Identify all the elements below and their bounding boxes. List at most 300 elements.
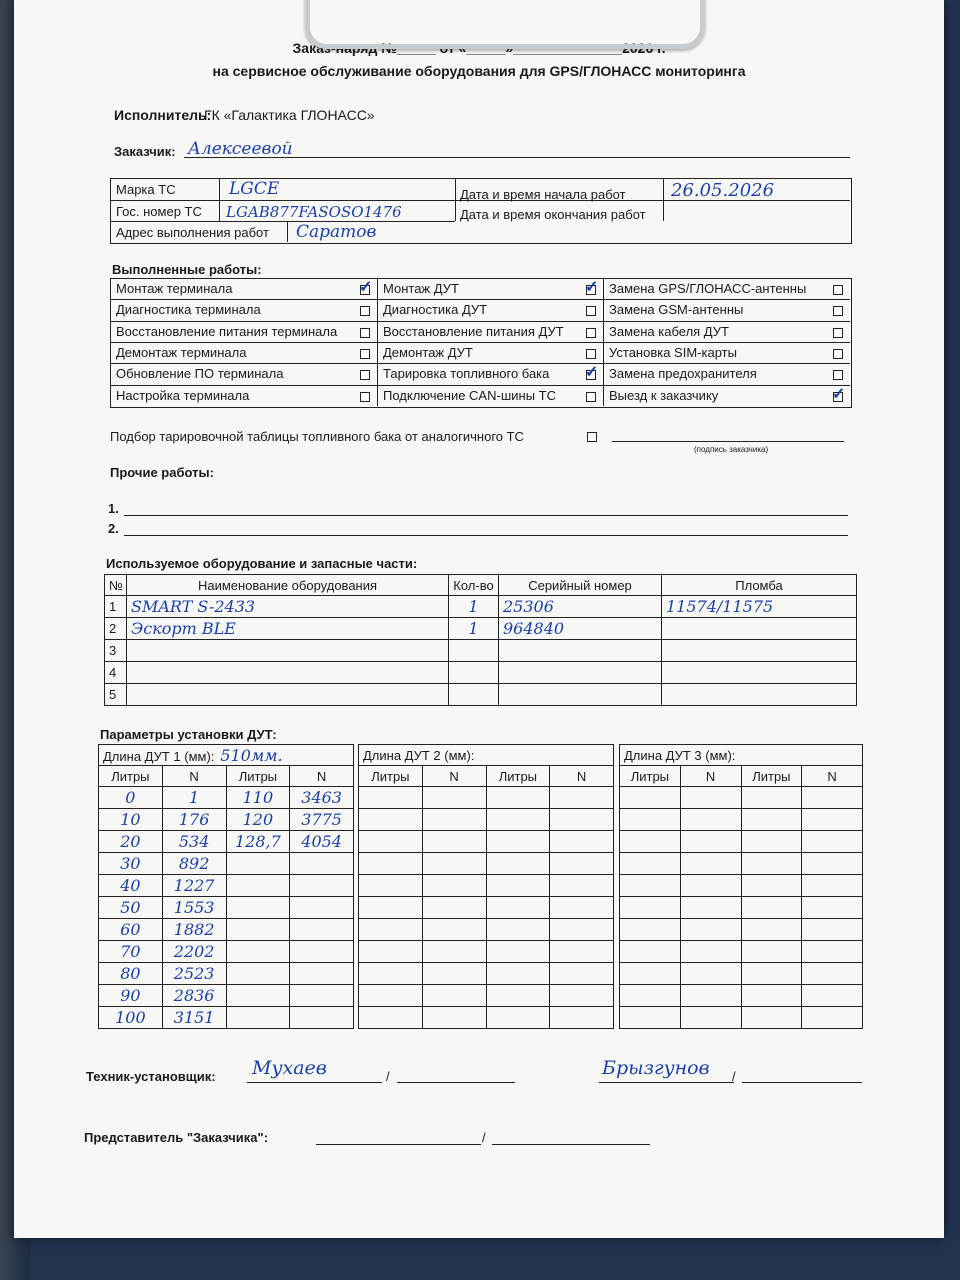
work-item-label: Замена предохранителя [609, 366, 757, 382]
equipment-header-cell: Пломба [662, 575, 857, 596]
work-item-checkbox[interactable] [360, 328, 370, 338]
equipment-cell [127, 662, 449, 684]
dut-row [620, 831, 863, 853]
dut-cell [620, 919, 681, 941]
dut-cell [741, 875, 802, 897]
dut-cell [226, 963, 290, 985]
executor-value: ГК «Галактика ГЛОНАСС» [204, 107, 375, 123]
form-title: Заказ-наряд №_____ от «_____»______________2026 г. [292, 40, 666, 56]
dut-cell: 80 [99, 963, 163, 985]
dut-cell [680, 963, 741, 985]
dut2-table [358, 744, 614, 1029]
dut-cell [802, 919, 863, 941]
form-subtitle: на сервисное обслуживание оборудования для GPS/ГЛОНАСС мониторинга [212, 63, 746, 79]
equipment-cell [449, 662, 499, 684]
other-work-line [124, 515, 848, 516]
equipment-cell [127, 684, 449, 706]
technician-signature: Мухаев [252, 1057, 327, 1079]
dut-cell [226, 919, 290, 941]
dut-row [99, 809, 354, 831]
equipment-cell: 25306 [499, 596, 662, 618]
dut-cell [620, 853, 681, 875]
dut-cell [680, 919, 741, 941]
dut-cell [620, 897, 681, 919]
dut-cell: 1 [162, 787, 226, 809]
dut2-label: Длина ДУТ 2 (мм): [363, 747, 475, 763]
dut-row [359, 787, 614, 809]
technician-name-line [397, 1082, 515, 1083]
dut-cell [226, 875, 290, 897]
work-item-label: Диагностика терминала [116, 302, 261, 318]
equipment-cell [662, 640, 857, 662]
dut-cell: 3463 [290, 787, 354, 809]
dut-cell [359, 853, 423, 875]
equipment-header-cell: Серийный номер [499, 575, 662, 596]
dut-cell [680, 941, 741, 963]
dut-cell: 1882 [162, 919, 226, 941]
dut-cell [422, 963, 486, 985]
dut-cell [620, 941, 681, 963]
dut-cell: 40 [99, 875, 163, 897]
dut-cell [422, 831, 486, 853]
dut-cell [741, 963, 802, 985]
works-row-divider [110, 299, 850, 300]
dut-row [359, 853, 614, 875]
technician-extra-line [599, 1082, 734, 1083]
dut-cell [620, 963, 681, 985]
dut-col-header: Литры [99, 766, 163, 787]
vehicle-col-divider [219, 178, 220, 221]
dut-cell [620, 831, 681, 853]
dut-cell [359, 875, 423, 897]
work-item-checkbox[interactable] [360, 306, 370, 316]
dut-row [620, 787, 863, 809]
dut-cell: 100 [99, 1007, 163, 1029]
dut-cell [802, 831, 863, 853]
dut-row [620, 809, 863, 831]
dut-row [359, 875, 614, 897]
dut-cell [359, 897, 423, 919]
dut-cell [550, 963, 614, 985]
selection-checkbox[interactable] [587, 432, 597, 442]
dut-row [620, 941, 863, 963]
dut-col-header: Литры [359, 766, 423, 787]
work-item-label: Демонтаж ДУТ [383, 344, 473, 360]
other-work-line [124, 535, 848, 536]
dut-cell [359, 919, 423, 941]
dut-cell [741, 897, 802, 919]
dut-cell [680, 897, 741, 919]
dut-cell [486, 919, 550, 941]
customer-value: Алексеевой [188, 139, 293, 159]
dut-cell [486, 941, 550, 963]
dut-cell: 176 [162, 809, 226, 831]
dut-row [99, 985, 354, 1007]
address-value: Саратов [296, 222, 377, 242]
dut-row [99, 875, 354, 897]
dut3-table [619, 744, 863, 1029]
works-row-divider [110, 385, 850, 386]
equipment-cell [499, 684, 662, 706]
dut-cell [359, 963, 423, 985]
dut-cell [486, 963, 550, 985]
dut-row [99, 941, 354, 963]
technician-sign-line [247, 1082, 382, 1083]
dut1-value: 510мм. [220, 745, 283, 765]
equipment-cell [662, 684, 857, 706]
dut-row [99, 787, 354, 809]
dut-cell [226, 1007, 290, 1029]
dut-row [620, 1007, 863, 1029]
equipment-cell: 11574/11575 [662, 596, 857, 618]
vehicle-col-divider [455, 178, 456, 221]
dut-row [359, 963, 614, 985]
dut-cell [550, 809, 614, 831]
equipment-cell: Эскорт BLE [127, 618, 449, 640]
dut-cell: 120 [226, 809, 290, 831]
dut-cell [680, 853, 741, 875]
equipment-header-cell: № [105, 575, 127, 596]
dut1-table [98, 744, 354, 1029]
dut-cell [741, 919, 802, 941]
dut-row [99, 919, 354, 941]
dut-row [620, 875, 863, 897]
dut-cell [422, 875, 486, 897]
checkmark-icon: ✓ [359, 279, 373, 296]
clipboard-clip [305, 0, 705, 49]
dut-cell [802, 963, 863, 985]
dut-cell: 892 [162, 853, 226, 875]
customer-rep-name-line [492, 1144, 650, 1145]
equipment-cell: 1 [105, 596, 127, 618]
dut-cell [620, 787, 681, 809]
dut-cell [422, 853, 486, 875]
dut-col-header: Литры [620, 766, 681, 787]
works-col-divider [377, 278, 378, 406]
address-label: Адрес выполнения работ [116, 225, 269, 240]
equipment-row [105, 684, 857, 706]
dut-row [99, 963, 354, 985]
checkmark-icon: ✓ [585, 364, 599, 382]
equipment-cell [499, 662, 662, 684]
dut-cell: 70 [99, 941, 163, 963]
equipment-header-cell: Наименование оборудования [127, 575, 449, 596]
works-title: Выполненные работы: [112, 262, 262, 277]
equipment-table [104, 574, 857, 706]
dut-cell [422, 809, 486, 831]
customer-label: Заказчик: [114, 144, 176, 159]
work-item-label: Тарировка топливного бака [383, 366, 550, 382]
dut-cell [486, 897, 550, 919]
dut-cell [680, 787, 741, 809]
equipment-cell [449, 684, 499, 706]
work-item-label: Подключение CAN-шины ТС [383, 387, 556, 403]
dut-cell [741, 831, 802, 853]
equipment-cell [662, 662, 857, 684]
work-item-label: Замена кабеля ДУТ [609, 323, 729, 339]
dut-cell [802, 1007, 863, 1029]
dut-cell [486, 985, 550, 1007]
dut-cell [422, 919, 486, 941]
dut-cell: 2523 [162, 963, 226, 985]
dut-col-header: N [680, 766, 741, 787]
dut-cell [620, 809, 681, 831]
customer-rep-label: Представитель "Заказчика": [84, 1130, 269, 1145]
work-item-checkbox[interactable] [586, 392, 596, 402]
dut-row [359, 985, 614, 1007]
works-row-divider [110, 363, 850, 364]
dut-row [359, 919, 614, 941]
dut-cell [290, 963, 354, 985]
dut-col-header: Литры [741, 766, 802, 787]
dut-col-header: N [550, 766, 614, 787]
dut-cell [802, 809, 863, 831]
work-item-label: Восстановление питания терминала [116, 323, 338, 339]
dut-cell [486, 787, 550, 809]
equipment-cell: 2 [105, 618, 127, 640]
checkmark-icon: ✓ [585, 279, 599, 296]
dut-cell [359, 985, 423, 1007]
work-item-label: Установка SIM-карты [609, 344, 737, 360]
dut-row [359, 1007, 614, 1029]
start-label: Дата и время начала работ [460, 187, 626, 202]
dut-cell [486, 875, 550, 897]
dut-cell [422, 941, 486, 963]
dut-cell [802, 875, 863, 897]
dut-cell [226, 897, 290, 919]
dut-cell [741, 787, 802, 809]
brand-label: Марка ТС [116, 182, 176, 197]
dut-cell [290, 919, 354, 941]
work-item-checkbox[interactable] [833, 285, 843, 295]
other-work-number: 1. [108, 501, 119, 516]
equipment-row [105, 596, 857, 618]
work-item-label: Демонтаж терминала [116, 344, 247, 360]
dut3-label: Длина ДУТ 3 (мм): [624, 747, 736, 763]
dut-cell [486, 809, 550, 831]
equipment-cell [662, 618, 857, 640]
dut-cell [620, 985, 681, 1007]
dut-cell [802, 897, 863, 919]
work-item-checkbox[interactable] [360, 370, 370, 380]
customer-signature-line [612, 441, 844, 442]
dut-row [620, 897, 863, 919]
dut-cell [550, 831, 614, 853]
work-item-label: Выезд к заказчику [609, 387, 719, 403]
brand-value: LGCE [229, 179, 280, 199]
equipment-header-row [105, 575, 857, 596]
dut-col-header: Литры [226, 766, 290, 787]
dut-cell [680, 875, 741, 897]
equipment-cell: 1 [449, 618, 499, 640]
equipment-row [105, 640, 857, 662]
technician-extra-line-2 [742, 1082, 862, 1083]
dut-cell [226, 985, 290, 1007]
dut-cell [620, 875, 681, 897]
dut-cell [802, 941, 863, 963]
equipment-cell [127, 640, 449, 662]
dut-row [99, 1007, 354, 1029]
dut-cell [550, 875, 614, 897]
dut-cell [359, 831, 423, 853]
dut-cell [290, 853, 354, 875]
dut-cell [802, 787, 863, 809]
dut-row [620, 985, 863, 1007]
dut-cell: 2202 [162, 941, 226, 963]
work-item-checkbox[interactable] [586, 349, 596, 359]
work-item-label: Замена GPS/ГЛОНАСС-антенны [609, 281, 807, 296]
dut1-label-cell [99, 745, 354, 766]
work-item-checkbox[interactable] [586, 306, 596, 316]
dut-row [359, 809, 614, 831]
dut1-label: Длина ДУТ 1 (мм): [103, 748, 215, 764]
work-item-checkbox[interactable] [360, 392, 370, 402]
dut-col-header: N [290, 766, 354, 787]
dut-cell: 90 [99, 985, 163, 1007]
dut-cell: 3775 [290, 809, 354, 831]
dut-cell [741, 985, 802, 1007]
work-item-label: Обновление ПО терминала [116, 366, 284, 382]
other-work-number: 2. [108, 521, 119, 536]
work-item-checkbox[interactable] [833, 370, 843, 380]
work-item-label: Монтаж ДУТ [383, 281, 459, 296]
technician-label: Техник-установщик: [86, 1069, 216, 1084]
work-item-checkbox[interactable] [360, 349, 370, 359]
dut-cell [680, 1007, 741, 1029]
dut-cell [550, 897, 614, 919]
dut2-label-cell [359, 745, 614, 766]
equipment-row [105, 618, 857, 640]
sensors-title: Параметры установки ДУТ: [100, 727, 277, 742]
vehicle-col-divider [663, 178, 664, 221]
work-item-checkbox[interactable] [833, 306, 843, 316]
dut-cell [422, 897, 486, 919]
dut-row [620, 963, 863, 985]
dut-cell [550, 1007, 614, 1029]
order-form-sheet: Заказ-наряд №_____ от «_____»______________2026 г. на сервисное обслуживание оборудования для GPS/ГЛОНАСС мониторинга Исполнитель: ГК «Галактика ГЛОНАСС» Заказчик: Алексеевой Марка ТС LGCE Гос. номер ТС LGAB877FASOSO1476 Адрес выполнения работ Саратов Дата и время начала работ 26.05.2026 Дата и время окончания работ Выполненные работы: Монтаж терминала ✓ Монтаж ДУТ ✓ Замена GPS/ГЛОНАСС-антенны Диагностика терминала Диагностика ДУТ Замена GSM-антенны Восстановление питания терминала Восстановление питания ДУТ Замена кабеля ДУТ Демонтаж терминала Демонтаж ДУТ Установка SIM-карты Обновление ПО терминала Тарировка топливного бака ✓ Замена предохранителя Настройка терминала Подключение CAN-шины ТС Выезд к заказчику ✓ Подбор тарировочной таблицы топливного бака от аналогичного ТС (подпись заказчика) Прочие работы: 1. 2. Используемое оборудование и запасные части: № Наименование оборудования Кол-во Серийный номер Пломба 1 SMART S-2433 1 25306 11574/11575 2 Эскорт BLE 1 964840 3 4 5 Параметры установки ДУТ: Длина ДУТ 1 (мм): 510мм. Литры N Литры N 0 1 110 3463 10 176 120 3775 20 534 128,7 4054 30 892 40 1227 50 1553 60 1882 70 2202 80 2523 90 2836 100 3151 Длина ДУТ 2 (мм): Литры N Литры N Длина ДУТ 3 (мм): Литры N Литры N Техник-установщик: Мухаев / Брызгунов / Представитель "Заказчика": / [14, 0, 944, 1238]
dut-col-header: N [162, 766, 226, 787]
equipment-cell: 964840 [499, 618, 662, 640]
dut-col-header: N [802, 766, 863, 787]
equipment-cell: 5 [105, 684, 127, 706]
equipment-cell: 1 [449, 596, 499, 618]
selection-label: Подбор тарировочной таблицы топливного бака от аналогичного ТС [110, 429, 524, 444]
dut-cell [680, 985, 741, 1007]
plate-value: LGAB877FASOSO1476 [226, 203, 402, 221]
dut-cell [290, 941, 354, 963]
dut-cell [359, 1007, 423, 1029]
dut-cell [226, 941, 290, 963]
dut-cell: 50 [99, 897, 163, 919]
customer-rep-sign-line [316, 1144, 481, 1145]
dut-cell [359, 787, 423, 809]
equipment-header-cell: Кол-во [449, 575, 499, 596]
dut3-label-cell [620, 745, 863, 766]
dut-col-header: N [422, 766, 486, 787]
work-item-label: Диагностика ДУТ [383, 302, 488, 318]
equipment-cell [449, 640, 499, 662]
dut-cell [359, 809, 423, 831]
work-item-label: Настройка терминала [116, 387, 250, 403]
dut-cell: 60 [99, 919, 163, 941]
dut-cell [550, 853, 614, 875]
work-item-checkbox[interactable] [833, 328, 843, 338]
dut-cell [226, 853, 290, 875]
dut-cell [620, 1007, 681, 1029]
dut-cell: 20 [99, 831, 163, 853]
equipment-cell: 3 [105, 640, 127, 662]
dut-row [359, 941, 614, 963]
signature-caption: (подпись заказчика) [694, 445, 769, 454]
dut-cell: 10 [99, 809, 163, 831]
vehicle-col-divider [287, 221, 288, 242]
start-value: 26.05.2026 [671, 180, 775, 201]
dut-cell [486, 853, 550, 875]
dut-row [359, 897, 614, 919]
dut-cell [802, 985, 863, 1007]
work-item-label: Замена GSM-антенны [609, 302, 744, 318]
dut-cell [680, 831, 741, 853]
equipment-title: Используемое оборудование и запасные части: [106, 556, 418, 571]
dut-row [99, 831, 354, 853]
dut-cell [290, 897, 354, 919]
work-item-label: Восстановление питания ДУТ [383, 323, 564, 339]
works-row-divider [110, 321, 850, 322]
checkmark-icon: ✓ [832, 385, 846, 403]
dut-cell [290, 985, 354, 1007]
dut-cell: 534 [162, 831, 226, 853]
works-row-divider [110, 342, 850, 343]
dut-cell [550, 985, 614, 1007]
dut-cell [550, 787, 614, 809]
dut-cell [741, 809, 802, 831]
dut-cell [422, 985, 486, 1007]
dut-cell [486, 1007, 550, 1029]
plate-label: Гос. номер ТС [116, 204, 202, 219]
dut-cell: 0 [99, 787, 163, 809]
dut-row [99, 853, 354, 875]
dut-cell: 4054 [290, 831, 354, 853]
dut-cell: 3151 [162, 1007, 226, 1029]
equipment-row [105, 662, 857, 684]
dut-cell [290, 875, 354, 897]
dut-cell [422, 787, 486, 809]
end-label: Дата и время окончания работ [460, 207, 646, 222]
work-item-checkbox[interactable] [833, 349, 843, 359]
dut-cell [802, 853, 863, 875]
other-works-title: Прочие работы: [110, 465, 214, 480]
dut-cell [422, 1007, 486, 1029]
work-item-label: Монтаж терминала [116, 281, 233, 296]
dut-cell [290, 1007, 354, 1029]
dut-cell: 1227 [162, 875, 226, 897]
work-item-checkbox[interactable] [586, 328, 596, 338]
dut-cell: 30 [99, 853, 163, 875]
dut-cell [741, 853, 802, 875]
technician-name: Брызгунов [602, 1057, 710, 1079]
dut-cell: 110 [226, 787, 290, 809]
executor-label: Исполнитель: [114, 107, 212, 123]
dut-cell [359, 941, 423, 963]
dut-cell [741, 941, 802, 963]
dut-cell: 128,7 [226, 831, 290, 853]
dut-cell: 1553 [162, 897, 226, 919]
dut-row [359, 831, 614, 853]
dut-cell [486, 831, 550, 853]
equipment-cell: 4 [105, 662, 127, 684]
equipment-cell: SMART S-2433 [127, 596, 449, 618]
dut-cell [550, 941, 614, 963]
